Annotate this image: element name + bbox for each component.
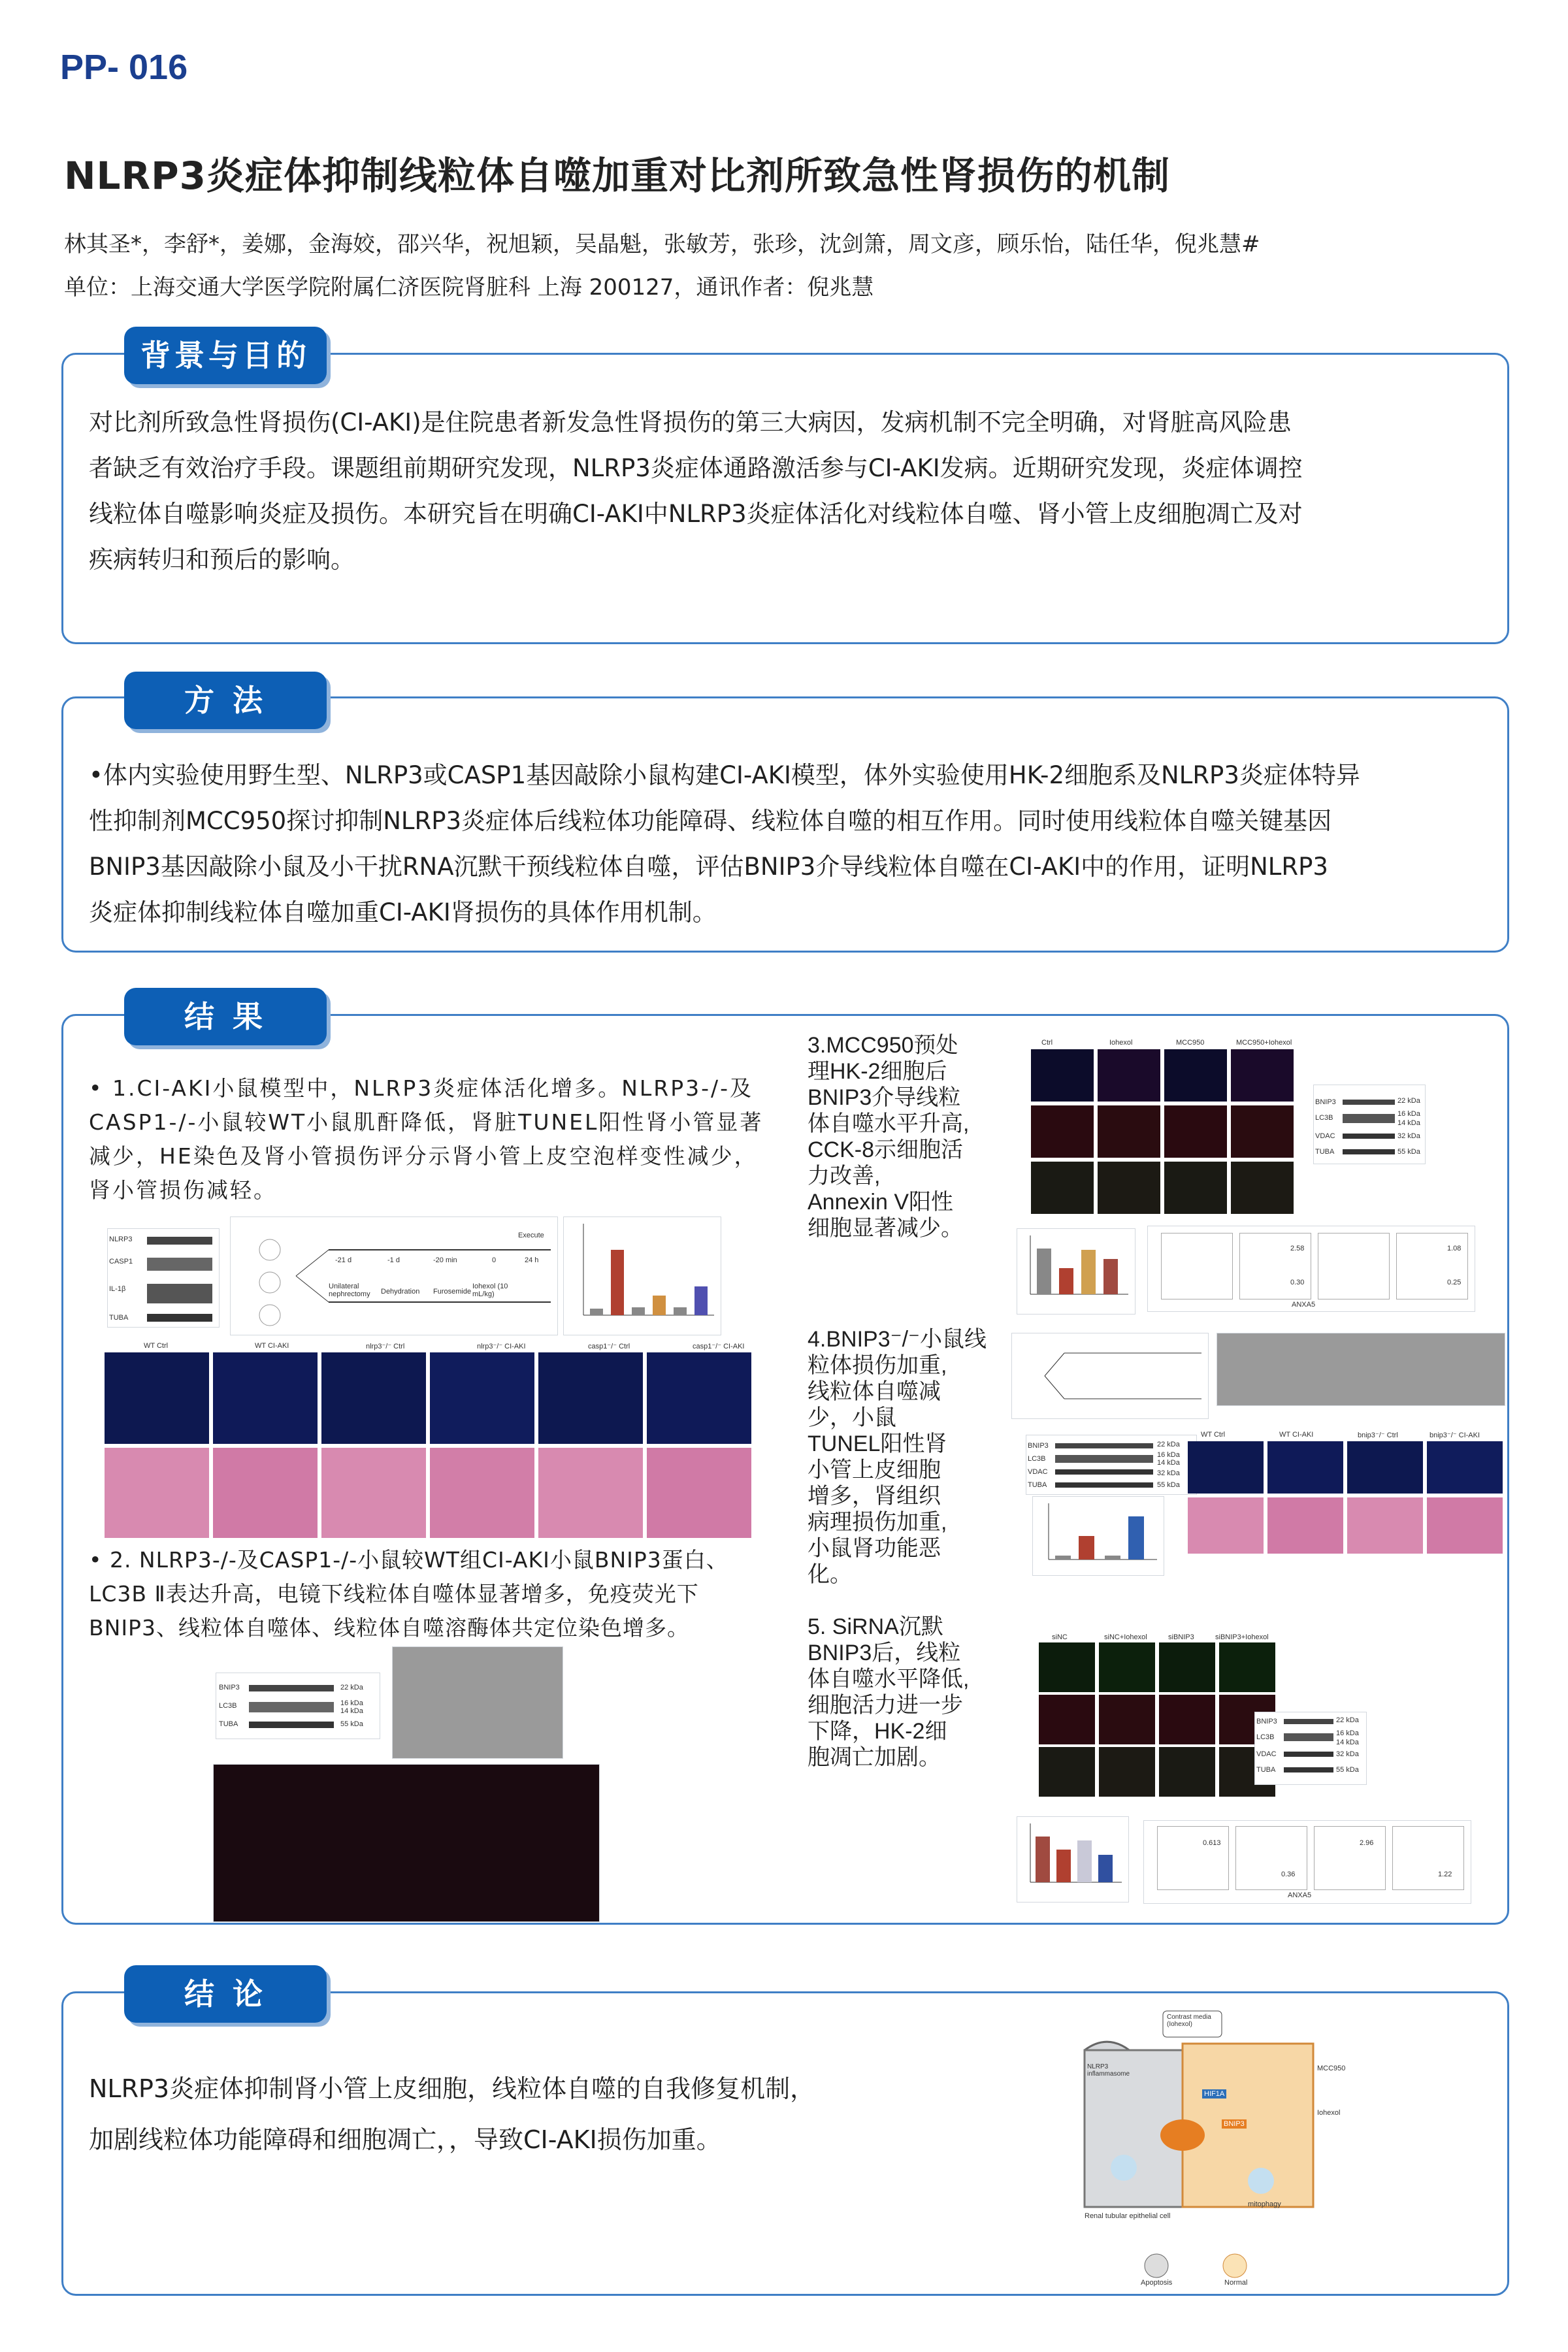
blot-label: BNIP3 [1028, 1442, 1049, 1450]
result-2-text [89, 1543, 781, 1645]
kda-label: 22 kDa [1157, 1441, 1180, 1448]
result-line: TUNEL阳性肾 [808, 1431, 947, 1456]
kda-label: 32 kDa [1397, 1132, 1420, 1140]
flow-value: 1.08 [1447, 1245, 1462, 1252]
result-line: 小管上皮细胞 [808, 1458, 941, 1482]
diagram-label: MCC950 [1317, 2065, 1346, 2072]
tunel-image [321, 1352, 426, 1444]
blot-label: BNIP3 [1256, 1718, 1277, 1725]
figure-3-flow-cytometry [1147, 1226, 1475, 1312]
kda-label: 16 kDa [1157, 1451, 1180, 1459]
result-line: 4.BNIP3⁻/⁻小鼠线 [808, 1327, 987, 1352]
blot-band [1343, 1134, 1395, 1139]
figure-3-if-grid [1011, 1039, 1299, 1215]
conclusion-line: 加剧线粒体功能障碍和细胞凋亡，，导致CI-AKI损伤加重。 [89, 2125, 721, 2154]
blot-band [147, 1258, 212, 1271]
result-line: 粒体损伤加重, [808, 1353, 947, 1378]
result-line: 线粒体自噬减 [808, 1379, 941, 1404]
blot-label: BNIP3 [1315, 1098, 1336, 1106]
figure-4-creatinine-chart [1032, 1496, 1164, 1576]
column-head: bnip3⁻/⁻ Ctrl [1358, 1431, 1398, 1439]
result-line: 肾小管损伤减轻。 [89, 1177, 277, 1203]
figure-1-western-blot [107, 1228, 220, 1328]
result-line: 理HK-2细胞后 [808, 1059, 947, 1084]
tunel-image [213, 1352, 318, 1444]
kda-label: 14 kDa [1336, 1739, 1359, 1746]
he-image [538, 1448, 643, 1538]
result-5-text [808, 1614, 997, 1771]
timeline-step: Furosemide [433, 1288, 472, 1296]
flow-value: 1.22 [1438, 1870, 1452, 1878]
timeline-tick: 24 h [525, 1256, 539, 1264]
blot-label: LC3B [1315, 1114, 1333, 1122]
column-head: WT Ctrl [144, 1342, 169, 1350]
figure-1-microscopy [105, 1342, 784, 1538]
blot-label: NLRP3 [109, 1235, 133, 1243]
figure-5-cck8-chart [1017, 1816, 1129, 1903]
conclusion-heading: 结 论 [124, 1965, 327, 2023]
if-image [1039, 1642, 1095, 1692]
figure-2-if-images [213, 1764, 600, 1922]
timeline-step: Dehydration [381, 1288, 420, 1296]
flow-plot [1314, 1826, 1386, 1890]
affiliation: 单位：上海交通大学医学院附属仁济医院肾脏科 上海 200127，通讯作者：倪兆慧 [64, 274, 874, 301]
flow-value: 0.36 [1281, 1870, 1296, 1878]
result-line: BNIP3、线粒体自噬体、线粒体自噬溶酶体共定位染色增多。 [89, 1615, 689, 1641]
bar-chart [1017, 1817, 1128, 1902]
diagram-label: Contrast media (Iohexol) [1167, 2014, 1211, 2028]
blot-band [1055, 1455, 1153, 1463]
he-image [1347, 1497, 1423, 1554]
if-image [1031, 1049, 1094, 1102]
kda-label: 55 kDa [1157, 1481, 1180, 1489]
if-image [1164, 1049, 1227, 1102]
column-head: siNC [1052, 1633, 1068, 1641]
diagram-label: Renal tubular epithelial cell [1085, 2212, 1171, 2220]
blot-label: VDAC [1315, 1132, 1335, 1140]
if-image [1159, 1642, 1215, 1692]
column-head: siBNIP3+Iohexol [1215, 1633, 1269, 1641]
result-line: • 1.CI-AKI小鼠模型中，NLRP3炎症体活化增多。NLRP3-/-及 [89, 1075, 754, 1101]
column-head: MCC950+Iohexol [1236, 1039, 1292, 1047]
he-image [1188, 1497, 1264, 1554]
blot-label: LC3B [1028, 1455, 1046, 1463]
flow-value: 0.25 [1447, 1279, 1462, 1286]
result-line: CASP1-/-小鼠较WT小鼠肌酐降低，肾脏TUNEL阳性肾小管显著 [89, 1109, 764, 1135]
column-head: casp1⁻/⁻ CI-AKI [693, 1343, 745, 1350]
flow-plot [1392, 1826, 1464, 1890]
methods-line: 性抑制剂MCC950探讨抑制NLRP3炎症体后线粒体功能障碍、线粒体自噬的相互作用。同时使用线粒体自噬关键基因 [89, 807, 1332, 835]
kda-label: 14 kDa [1397, 1119, 1420, 1127]
blot-label: CASP1 [109, 1258, 133, 1266]
blot-band [249, 1702, 334, 1712]
background-line: 疾病转归和预后的影响。 [89, 546, 355, 574]
result-line: 胞凋亡加剧。 [808, 1745, 941, 1770]
kda-label: 22 kDa [1336, 1716, 1359, 1724]
methods-heading: 方 法 [124, 672, 327, 729]
results-heading: 结 果 [124, 988, 327, 1045]
if-image [1231, 1049, 1294, 1102]
bar-chart [1017, 1229, 1135, 1314]
kda-label: 55 kDa [340, 1720, 363, 1728]
authors: 林其圣*，李舒*，姜娜，金海姣，邵兴华，祝旭颖，吴晶魁，张敏芳，张珍，沈剑箫，周文彦，顾乐怡，陆任华，倪兆慧# [64, 231, 1260, 257]
poster-code: PP- 016 [60, 48, 188, 87]
kda-label: 32 kDa [1157, 1469, 1180, 1477]
result-line: BNIP3后，线粒 [808, 1641, 961, 1665]
column-head: WT Ctrl [1201, 1431, 1226, 1439]
result-line: BNIP3介导线粒 [808, 1085, 961, 1110]
tunel-image [647, 1352, 751, 1444]
if-image [1099, 1642, 1155, 1692]
tunel-image [1347, 1441, 1423, 1494]
blot-band [1284, 1752, 1333, 1757]
if-image [1231, 1105, 1294, 1158]
blot-band [1343, 1114, 1395, 1123]
if-image [1219, 1642, 1275, 1692]
result-line: Annexin V阳性 [808, 1190, 953, 1215]
bar-chart [564, 1217, 721, 1335]
blot-label: VDAC [1256, 1750, 1277, 1758]
column-head: nlrp3⁻/⁻ CI-AKI [477, 1343, 526, 1350]
blot-band [147, 1314, 212, 1322]
figure-5-flow-cytometry [1143, 1820, 1471, 1904]
he-image [1427, 1497, 1503, 1554]
he-image [213, 1448, 318, 1538]
flow-plot [1318, 1233, 1390, 1299]
diagram-label: Normal [1224, 2279, 1248, 2287]
result-line: 减少，HE染色及肾小管损伤评分示肾小管上皮空泡样变性减少， [89, 1143, 758, 1169]
kda-label: 16 kDa [1397, 1110, 1420, 1118]
blot-label: LC3B [1256, 1733, 1275, 1741]
background-line: 对比剂所致急性肾损伤(CI-AKI)是住院患者新发急性肾损伤的第三大病因，发病机制不完全明确，对肾脏高风险患 [89, 408, 1292, 436]
he-image [647, 1448, 751, 1538]
blot-label: LC3B [219, 1702, 237, 1710]
axis-label: ANXA5 [1288, 1891, 1312, 1899]
methods-line: BNIP3基因敲除小鼠及小干扰RNA沉默干预线粒体自噬，评估BNIP3介导线粒体自噬在CI-AKI中的作用，证明NLRP3 [89, 853, 1328, 881]
bar-chart [1033, 1497, 1164, 1575]
column-head: WT CI-AKI [1279, 1431, 1314, 1439]
flow-value: 0.613 [1203, 1839, 1221, 1847]
column-head: bnip3⁻/⁻ CI-AKI [1429, 1431, 1480, 1439]
if-image [1039, 1747, 1095, 1797]
result-4-text [808, 1326, 1004, 1588]
blot-band [249, 1722, 334, 1728]
if-image [1159, 1695, 1215, 1744]
figure-4-western-blot [1026, 1435, 1197, 1495]
figure-5-if-grid [1019, 1633, 1281, 1797]
timeline-tick: -1 d [387, 1256, 400, 1264]
blot-band [147, 1237, 212, 1245]
tunel-image [1188, 1441, 1264, 1494]
flow-value: 2.58 [1290, 1245, 1305, 1252]
if-image [1099, 1747, 1155, 1797]
he-image [321, 1448, 426, 1538]
mechanism-diagram [1071, 2004, 1352, 2285]
background-line: 者缺乏有效治疗手段。课题组前期研究发现，NLRP3炎症体通路激活参与CI-AKI发病。近期研究发现，炎症体调控 [89, 454, 1303, 482]
he-image [1267, 1497, 1343, 1554]
result-line: 5. SiRNA沉默 [808, 1614, 943, 1639]
if-image [1098, 1162, 1160, 1214]
result-line: 3.MCC950预处 [808, 1033, 958, 1058]
column-head: MCC950 [1176, 1039, 1205, 1047]
methods-line: 炎症体抑制线粒体自噬加重CI-AKI肾损伤的具体作用机制。 [89, 898, 717, 926]
column-head: nlrp3⁻/⁻ Ctrl [366, 1343, 405, 1350]
background-line: 线粒体自噬影响炎症及损伤。本研究旨在明确CI-AKI中NLRP3炎症体活化对线粒体自噬、肾小管上皮细胞凋亡及对 [89, 500, 1303, 528]
kda-label: 55 kDa [1397, 1148, 1420, 1156]
flow-value: 2.96 [1360, 1839, 1374, 1847]
mechanism-illustration [1071, 2004, 1352, 2285]
figure-3-western-blot [1313, 1085, 1426, 1164]
tunel-image [1267, 1441, 1343, 1494]
if-image [1039, 1695, 1095, 1744]
if-image [1159, 1747, 1215, 1797]
diagram-label: mitophagy [1248, 2200, 1281, 2208]
flow-plot [1157, 1826, 1229, 1890]
result-3-text [808, 1032, 984, 1241]
blot-band [1284, 1733, 1333, 1741]
kda-label: 22 kDa [1397, 1097, 1420, 1105]
blot-label: TUBA [1028, 1481, 1047, 1489]
timeline-diagram [231, 1217, 557, 1335]
result-line: 少，小鼠 [808, 1405, 896, 1430]
blot-label: TUBA [109, 1314, 129, 1322]
blot-label: TUBA [1256, 1766, 1276, 1774]
figure-4-em-images [1217, 1333, 1505, 1406]
figure-1-timeline [230, 1217, 558, 1335]
figure-3-cck8-chart [1017, 1228, 1135, 1315]
result-line: CCK-8示细胞活 [808, 1137, 964, 1162]
timeline-diagram [1012, 1333, 1208, 1418]
result-line: 细胞活力进一步 [808, 1693, 963, 1718]
blot-band [1284, 1719, 1333, 1724]
if-image [1031, 1105, 1094, 1158]
result-line: 体自噬水平升高, [808, 1111, 970, 1136]
flow-value: 0.30 [1290, 1279, 1305, 1286]
kda-label: 16 kDa [1336, 1729, 1359, 1737]
figure-4-timeline [1011, 1333, 1209, 1419]
tunel-image [538, 1352, 643, 1444]
column-head: WT CI-AKI [255, 1342, 289, 1350]
if-image [1164, 1105, 1227, 1158]
blot-label: BNIP3 [219, 1684, 240, 1691]
result-line: 细胞显著减少。 [808, 1216, 963, 1241]
flow-plot [1161, 1233, 1233, 1299]
timeline-tick: 0 [492, 1256, 497, 1264]
blot-band [1055, 1469, 1153, 1475]
kda-label: 16 kDa [340, 1699, 363, 1707]
column-head: casp1⁻/⁻ Ctrl [588, 1343, 630, 1350]
timeline-step: Execute [518, 1232, 544, 1239]
background-heading: 背景与目的 [124, 327, 327, 384]
result-line: 病理损伤加重, [808, 1510, 947, 1535]
result-line: LC3B Ⅱ表达升高，电镜下线粒体自噬体显著增多，免疫荧光下 [89, 1581, 699, 1607]
result-line: • 2. NLRP3-/-及CASP1-/-小鼠较WT组CI-AKI小鼠BNIP3蛋白、 [89, 1547, 728, 1573]
timeline-step: Iohexol (10 mL/kg) [472, 1282, 508, 1298]
diagram-label: BNIP3 [1222, 2119, 1247, 2129]
blot-band [1055, 1443, 1153, 1448]
tunel-image [105, 1352, 209, 1444]
result-line: 力改善, [808, 1164, 881, 1188]
blot-label: VDAC [1028, 1468, 1048, 1476]
blot-band [1055, 1482, 1153, 1488]
blot-label: IL-1β [109, 1285, 126, 1293]
if-image [1231, 1162, 1294, 1214]
if-image [1031, 1162, 1094, 1214]
diagram-label: HIF1A [1202, 2089, 1226, 2099]
figure-4-tunel-he [1188, 1432, 1504, 1554]
flow-plot [1396, 1233, 1468, 1299]
he-image [105, 1448, 209, 1538]
background-text [89, 400, 1487, 583]
result-line: 体自噬水平降低, [808, 1667, 970, 1691]
column-head: siBNIP3 [1168, 1633, 1194, 1641]
blot-label: TUBA [1315, 1148, 1335, 1156]
blot-band [1284, 1767, 1333, 1772]
figure-2-western-blot [216, 1673, 380, 1739]
result-line: 化。 [808, 1562, 852, 1587]
result-1-text [89, 1071, 775, 1207]
tunel-image [1427, 1441, 1503, 1494]
if-image [1098, 1105, 1160, 1158]
column-head: Ctrl [1041, 1039, 1053, 1047]
blot-label: TUBA [219, 1720, 238, 1728]
column-head: Iohexol [1109, 1039, 1133, 1047]
diagram-label: NLRP3 inflammasome [1087, 2063, 1130, 2078]
blot-band [147, 1284, 212, 1303]
he-image [430, 1448, 534, 1538]
flow-plot [1235, 1826, 1307, 1890]
result-line: 下降，HK-2细 [808, 1719, 947, 1744]
timeline-step: Unilateral nephrectomy [329, 1282, 370, 1298]
if-image [1164, 1162, 1227, 1214]
figure-2-em-images [392, 1646, 563, 1759]
flow-plot [1239, 1233, 1311, 1299]
figure-5-western-blot [1254, 1712, 1367, 1785]
methods-text [89, 753, 1494, 936]
column-head: siNC+Iohexol [1104, 1633, 1147, 1641]
diagram-label: Apoptosis [1141, 2279, 1173, 2287]
kda-label: 14 kDa [1157, 1459, 1180, 1467]
timeline-tick: -20 min [433, 1256, 457, 1264]
if-image [1099, 1695, 1155, 1744]
poster-title: NLRP3炎症体抑制线粒体自噬加重对比剂所致急性肾损伤的机制 [64, 154, 1171, 198]
timeline-tick: -21 d [335, 1256, 352, 1264]
kda-label: 22 kDa [340, 1684, 363, 1691]
blot-band [1343, 1100, 1395, 1105]
blot-band [249, 1685, 334, 1691]
conclusion-text [89, 2063, 873, 2165]
tunel-image [430, 1352, 534, 1444]
methods-line: •体内实验使用野生型、NLRP3或CASP1基因敲除小鼠构建CI-AKI模型，体外实验使用HK-2细胞系及NLRP3炎症体特异 [89, 761, 1360, 789]
figure-1-creatinine-chart [563, 1217, 721, 1335]
result-line: 小鼠肾功能恶 [808, 1536, 941, 1561]
diagram-label: Iohexol [1317, 2109, 1341, 2117]
blot-band [1343, 1149, 1395, 1154]
conclusion-line: NLRP3炎症体抑制肾小管上皮细胞，线粒体自噬的自我修复机制， [89, 2074, 815, 2103]
if-image [1098, 1049, 1160, 1102]
axis-label: ANXA5 [1292, 1301, 1316, 1309]
kda-label: 55 kDa [1336, 1766, 1359, 1774]
result-line: 增多，肾组织 [808, 1484, 941, 1509]
kda-label: 14 kDa [340, 1707, 363, 1715]
kda-label: 32 kDa [1336, 1750, 1359, 1758]
